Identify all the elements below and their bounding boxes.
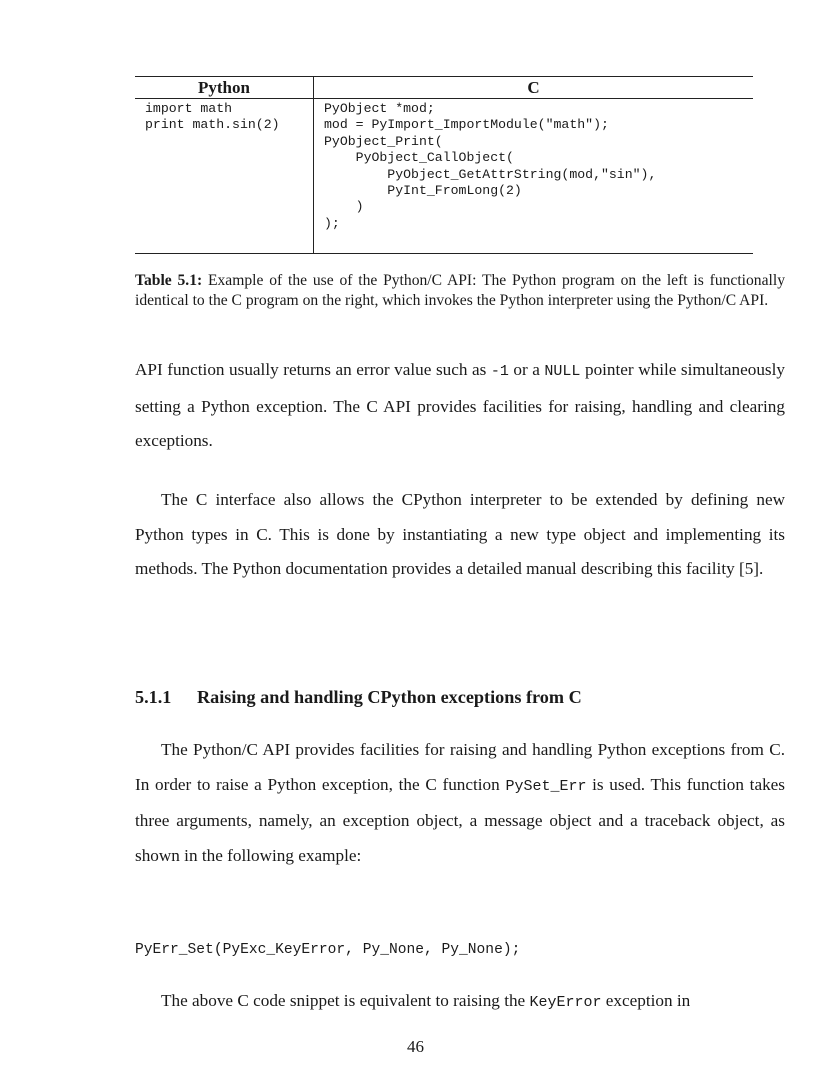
section-title: Raising and handling CPython exceptions from C xyxy=(197,687,582,707)
section-number: 5.1.1 xyxy=(135,687,172,707)
python-column-header: Python xyxy=(135,77,314,99)
text-run: exception in xyxy=(601,991,691,1010)
inline-code: -1 xyxy=(490,363,509,380)
text-run: The Python/C API provides facilities for raising and handling Python exceptions from C. In order to raise a Python exception, the C function xyxy=(135,740,785,794)
paragraph-error-values xyxy=(135,353,785,459)
code-comparison-table xyxy=(135,76,753,254)
c-code-line: PyObject_Print( xyxy=(324,133,443,149)
c-code-line: PyObject_GetAttrString(mod,"sin"), xyxy=(324,166,657,182)
text-run: is used. This function takes three arguments, namely, an exception object, a message object and a traceback object, as shown in the following example: xyxy=(135,774,785,865)
inline-code: KeyError xyxy=(529,994,602,1011)
code-snippet: PyErr_Set(PyExc_KeyError, Py_None, Py_None); xyxy=(135,942,521,958)
table-caption-text: Example of the use of the Python/C API: The Python program on the left is functionally identical to the C program on the right, which invokes the Python interpreter using the Python/C API. xyxy=(135,272,785,309)
paragraph-extending-types: The C interface also allows the CPython interpreter to be extended by defining new Python types in C. This is done by instantiating a new type object and implementing its methods. The Python documentation provides a detailed manual describing this facility [5]. xyxy=(135,490,785,579)
python-code-line: print math.sin(2) xyxy=(145,117,280,133)
paragraph-equivalent xyxy=(135,984,785,1021)
c-code-line: PyObject *mod; xyxy=(324,101,435,116)
section-heading xyxy=(135,687,785,708)
text-run: API function usually returns an error value such as xyxy=(135,360,491,379)
c-code-line: mod = PyImport_ImportModule("math"); xyxy=(324,117,609,133)
paragraph-raising-exceptions xyxy=(135,733,785,873)
table-caption xyxy=(135,271,785,311)
c-code-cell xyxy=(314,99,754,254)
python-code-line: import math xyxy=(145,101,233,116)
text-run: pointer while simultaneously setting a Python exception. The C API provides facilities for raising, handling and clearing exceptions. xyxy=(135,360,785,451)
inline-code: PySet_Err xyxy=(505,777,587,795)
c-column-header: C xyxy=(314,77,754,99)
c-code-line: ) xyxy=(324,199,364,215)
c-code-line: PyObject_CallObject( xyxy=(324,150,514,166)
table-caption-label: Table 5.1: xyxy=(135,272,203,289)
inline-code: NULL xyxy=(544,363,581,380)
c-code-line: ); xyxy=(324,215,340,231)
python-code-cell xyxy=(135,99,314,254)
c-code-line: PyInt_FromLong(2) xyxy=(324,183,522,199)
page-number: 46 xyxy=(407,1037,424,1056)
text-run: The above C code snippet is equivalent to raising the xyxy=(161,991,530,1010)
text-run: or a xyxy=(508,360,545,379)
